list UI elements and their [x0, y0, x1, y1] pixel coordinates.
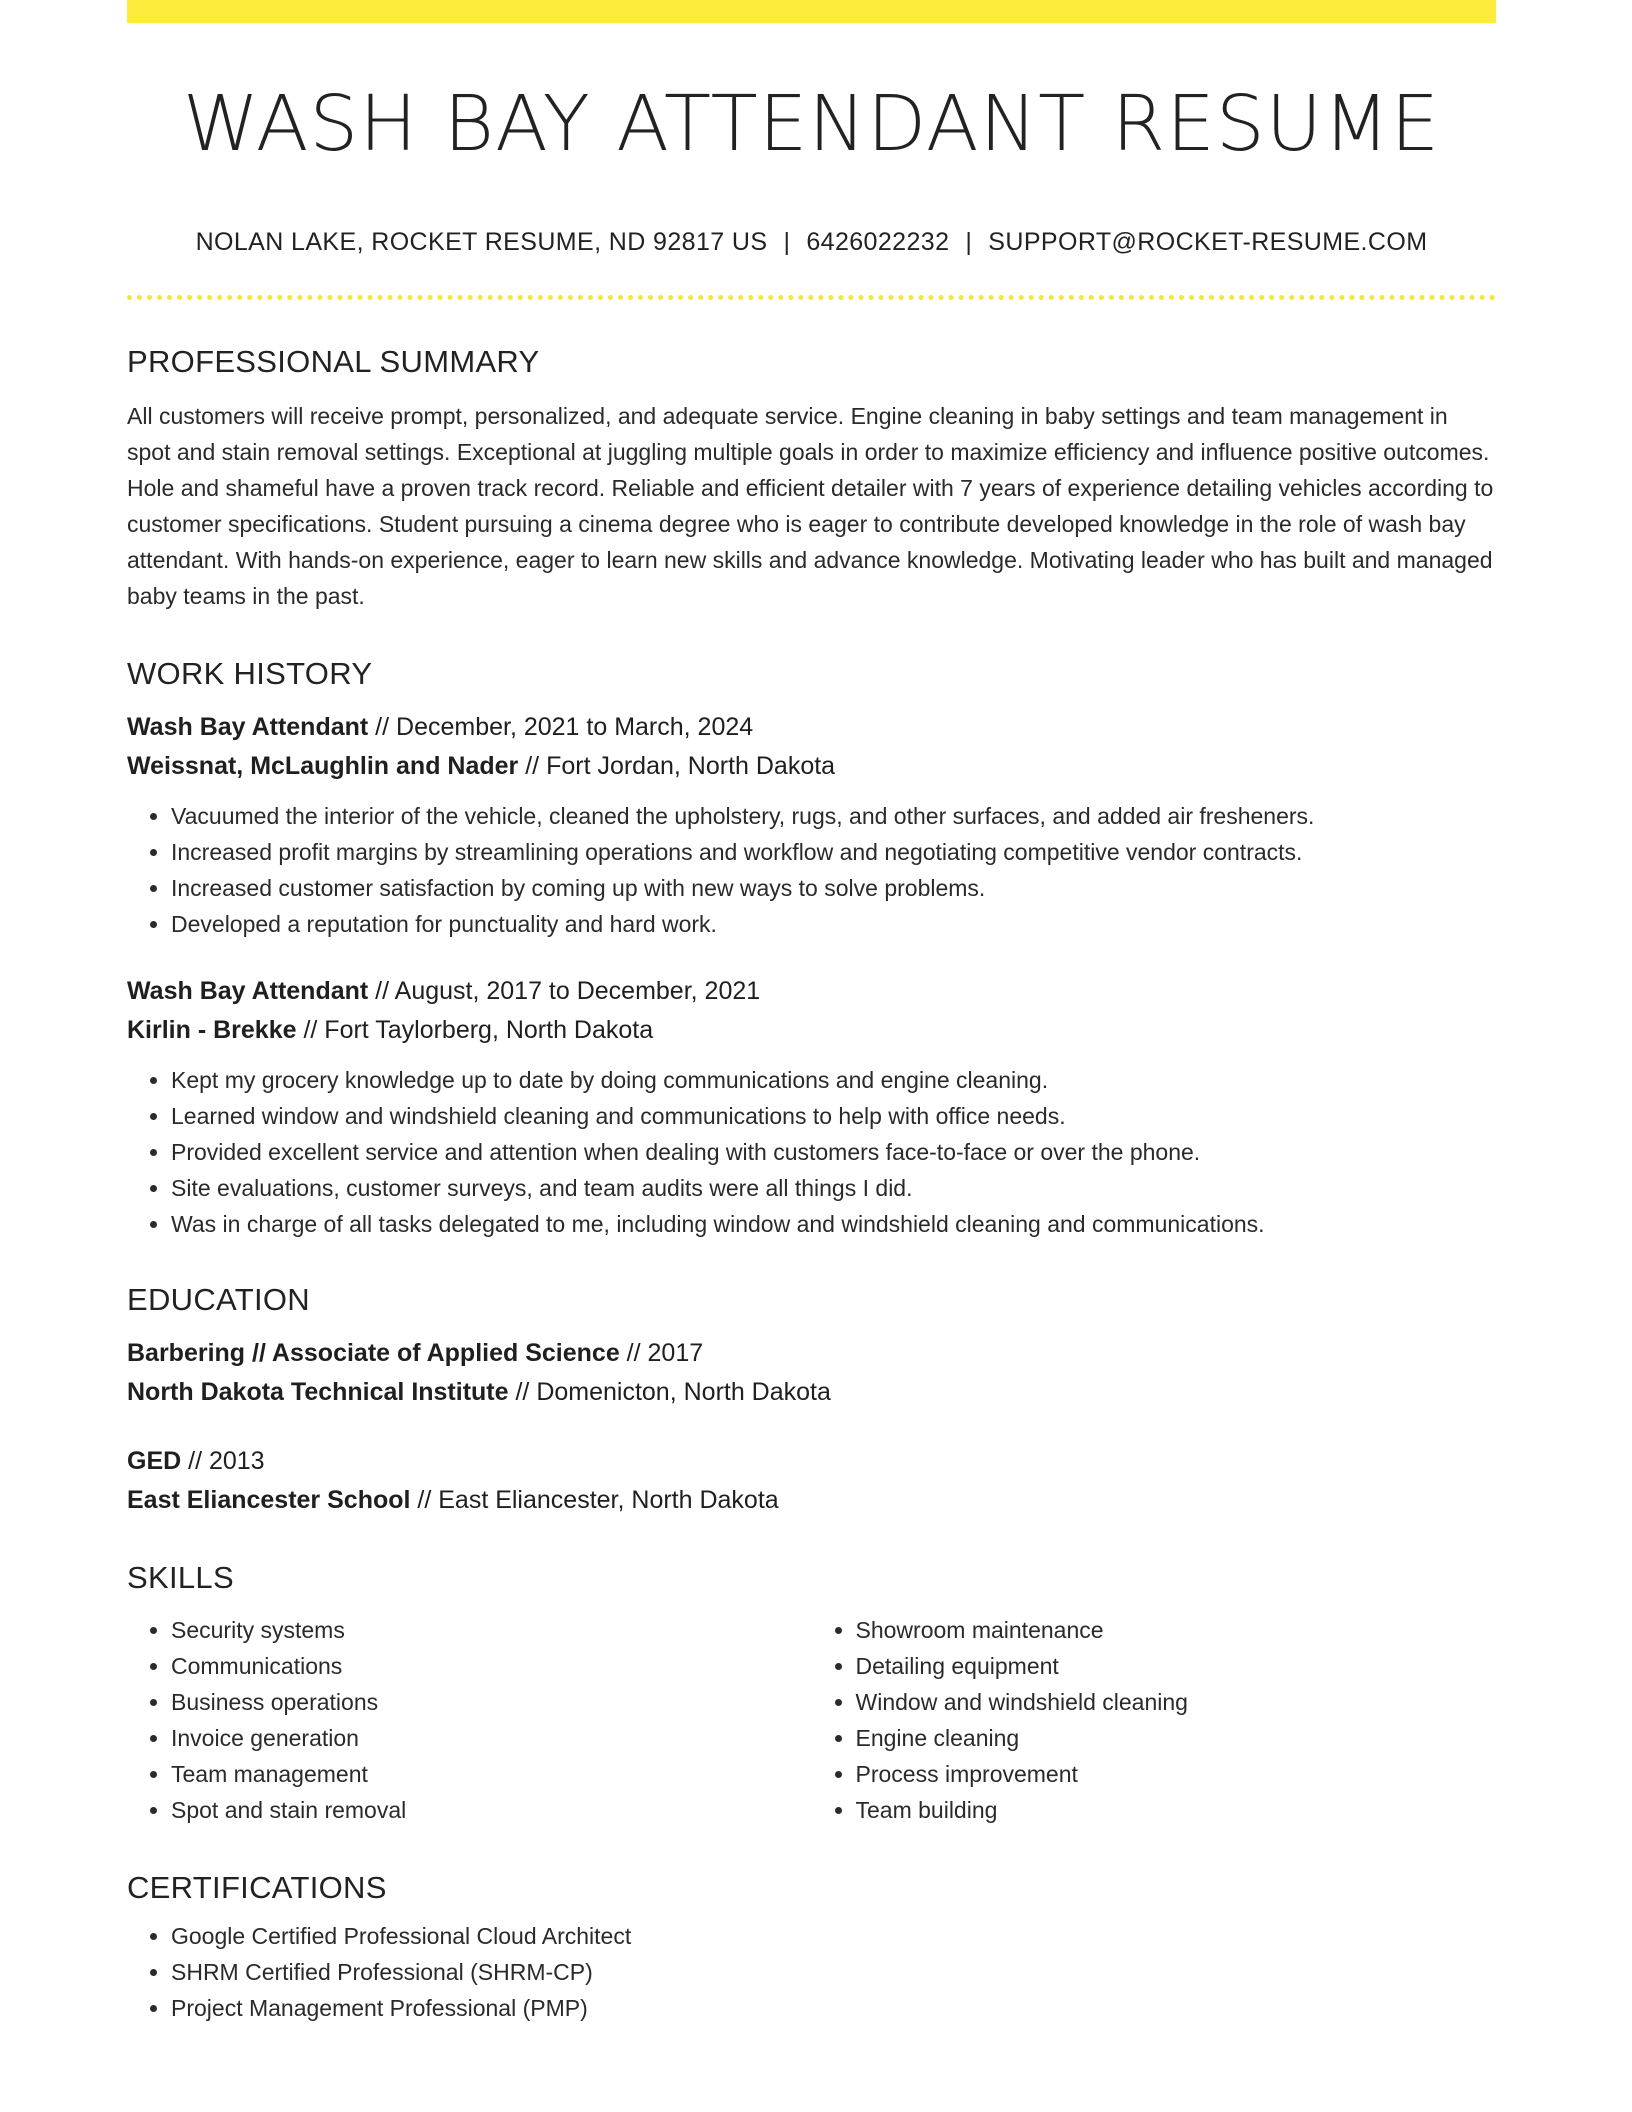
job-bullet: • Kept my grocery knowledge up to date by doing communications and engine cleaning. [171, 1062, 1496, 1098]
job-bullet: • Was in charge of all tasks delegated to me, including window and windshield cleaning and communications. [171, 1206, 1496, 1242]
job-company-line [127, 1011, 1496, 1050]
education-year: // 2017 [619, 1338, 704, 1367]
contact-address: NOLAN LAKE, ROCKET RESUME, ND 92817 US [195, 227, 768, 256]
skill-item: • Spot and stain removal [171, 1792, 812, 1828]
job-company: Weissnat, McLaughlin and Nader [127, 751, 519, 780]
accent-bar [127, 0, 1496, 23]
job-bullet: • Vacuumed the interior of the vehicle, cleaned the upholstery, rugs, and other surfaces, and added air fresheners. [171, 798, 1496, 834]
skills-list-left [127, 1612, 812, 1828]
resume-page [127, 0, 1496, 2026]
skill-item: • Engine cleaning [856, 1720, 1497, 1756]
job-bullet: • Provided excellent service and attention when dealing with customers face-to-face or over the phone. [171, 1134, 1496, 1170]
skills-heading: SKILLS [127, 1559, 234, 1595]
education-location: // Domenicton, North Dakota [508, 1377, 831, 1406]
job-title: Wash Bay Attendant [127, 976, 369, 1005]
dotted-divider [127, 295, 1496, 300]
job-bullet: • Developed a reputation for punctuality and hard work. [171, 906, 1496, 942]
skill-item: • Team building [856, 1792, 1497, 1828]
education-heading: EDUCATION [127, 1281, 310, 1317]
job-title: Wash Bay Attendant [127, 712, 369, 741]
education-school-line [127, 1373, 1496, 1412]
skill-item: • Detailing equipment [856, 1648, 1497, 1684]
job-entry [127, 972, 1496, 1242]
education-school: North Dakota Technical Institute [127, 1377, 509, 1406]
skill-item: • Security systems [171, 1612, 812, 1648]
summary-heading: PROFESSIONAL SUMMARY [127, 343, 540, 379]
certification-item: • SHRM Certified Professional (SHRM-CP) [171, 1954, 1496, 1990]
skill-item: • Invoice generation [171, 1720, 812, 1756]
certifications-heading: CERTIFICATIONS [127, 1869, 387, 1905]
skill-item: • Window and windshield cleaning [856, 1684, 1497, 1720]
resume-title: WASH BAY ATTENDANT RESUME [182, 80, 1441, 169]
skills-columns [127, 1612, 1496, 1828]
skill-item: • Business operations [171, 1684, 812, 1720]
education-school: East Eliancester School [127, 1485, 411, 1514]
contact-separator: | [965, 227, 973, 256]
skill-item: • Team management [171, 1756, 812, 1792]
job-bullets [127, 798, 1496, 942]
job-entry [127, 708, 1496, 942]
education-location: // East Eliancester, North Dakota [410, 1485, 779, 1514]
skill-item: • Process improvement [856, 1756, 1497, 1792]
job-title-line [127, 972, 1496, 1011]
job-title-line [127, 708, 1496, 747]
skill-item: • Showroom maintenance [856, 1612, 1497, 1648]
education-degree: GED [127, 1446, 182, 1475]
education-entry [127, 1442, 1496, 1520]
job-company-line [127, 747, 1496, 786]
job-bullet: • Learned window and windshield cleaning and communications to help with office needs. [171, 1098, 1496, 1134]
contact-line [127, 228, 1496, 257]
education-school-line [127, 1481, 1496, 1520]
job-dates: // August, 2017 to December, 2021 [368, 976, 761, 1005]
job-bullet: • Increased customer satisfaction by coming up with new ways to solve problems. [171, 870, 1496, 906]
education-year: // 2013 [181, 1446, 265, 1475]
certification-item: • Google Certified Professional Cloud Architect [171, 1918, 1496, 1954]
summary-text: All customers will receive prompt, personalized, and adequate service. Engine cleaning in baby settings and team management in spot and stain removal settings. Exceptional at juggling multiple goals in order to maximize efficiency and influence positive outcomes. Hole and shameful have a proven track record. Reliable and efficient detailer with 7 years of experience detailing vehicles according to customer specifications. Student pursuing a cinema degree who is eager to contribute developed knowledge in the role of wash bay attendant. With hands-on experience, eager to learn new skills and advance knowledge. Motivating leader who has built and managed baby teams in the past. [127, 402, 1494, 609]
job-location: // Fort Taylorberg, North Dakota [296, 1015, 654, 1044]
job-bullet: • Site evaluations, customer surveys, and team audits were all things I did. [171, 1170, 1496, 1206]
job-bullets [127, 1062, 1496, 1242]
job-bullet: • Increased profit margins by streamlining operations and workflow and negotiating competitive vendor contracts. [171, 834, 1496, 870]
skills-list-right [812, 1612, 1497, 1828]
contact-phone: 6426022232 [806, 227, 950, 256]
certifications-list [127, 1918, 1496, 2026]
education-degree: Barbering // Associate of Applied Science [127, 1338, 620, 1367]
job-company: Kirlin - Brekke [127, 1015, 297, 1044]
education-degree-line [127, 1442, 1496, 1481]
job-dates: // December, 2021 to March, 2024 [368, 712, 754, 741]
skill-item: • Communications [171, 1648, 812, 1684]
certification-item: • Project Management Professional (PMP) [171, 1990, 1496, 2026]
contact-separator: | [783, 227, 791, 256]
education-degree-line [127, 1334, 1496, 1373]
work-history-heading: WORK HISTORY [127, 655, 373, 691]
education-entry [127, 1334, 1496, 1412]
contact-email: SUPPORT@ROCKET-RESUME.COM [988, 227, 1428, 256]
job-location: // Fort Jordan, North Dakota [518, 751, 836, 780]
